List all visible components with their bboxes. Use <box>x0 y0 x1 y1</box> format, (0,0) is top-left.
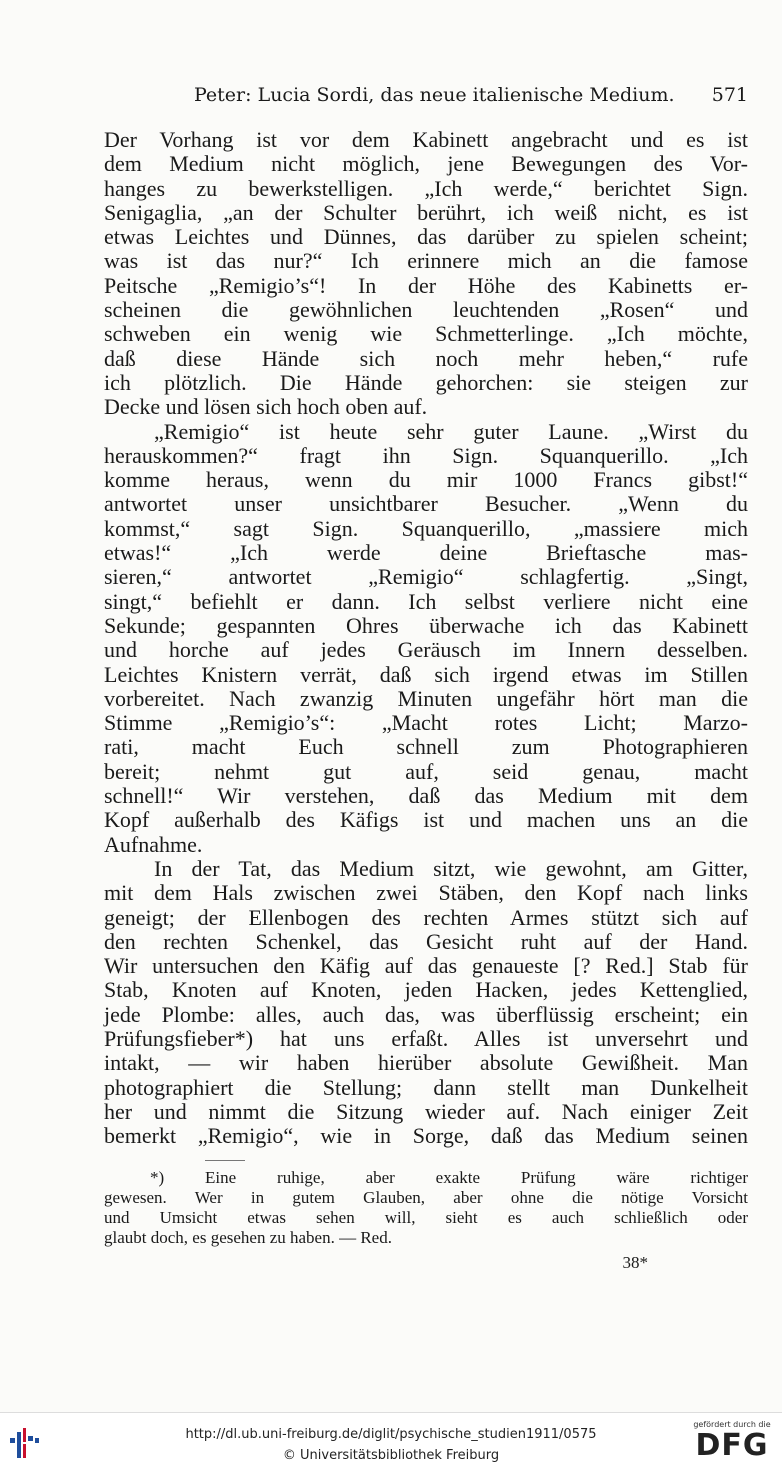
text-line: mit dem Hals zwischen zwei Stäben, den Kopf nach links <box>104 880 748 906</box>
text-line: her und nimmt die Sitzung wieder auf. Nach einiger Zeit <box>104 1098 748 1124</box>
text-line: bereit; nehmt gut auf, seid genau, macht <box>104 758 748 784</box>
text-line: ich plötzlich. Die Hände gehorchen: sie steigen zur <box>104 369 748 395</box>
permalink[interactable]: http://dl.ub.uni-freiburg.de/diglit/psychische_studien1911/0575 <box>185 1427 597 1442</box>
text-line: intakt, — wir haben hierüber absolute Gewißheit. Man <box>104 1050 748 1076</box>
text-line: und horche auf jedes Geräusch im Innern desselben. <box>104 637 748 663</box>
text-line: Der Vorhang ist vor dem Kabinett angebracht und es ist <box>104 127 748 152</box>
text-line: komme heraus, wenn du mir 1000 Francs gibst!“ <box>104 467 748 493</box>
text-line: Senigaglia, „an der Schulter berührt, ich weiß nicht, es ist <box>104 199 748 225</box>
text-line: Stab, Knoten auf Knoten, jeden Hacken, jedes Kettenglied, <box>104 977 748 1003</box>
text-line: schweben ein wenig wie Schmetterlinge. „Ich möchte, <box>104 321 748 347</box>
text-line: kommst,“ sagt Sign. Squanquerillo, „massiere mich <box>104 515 748 541</box>
dfg-wordmark: DFG <box>695 1428 769 1463</box>
viewer-footer <box>0 1412 782 1470</box>
text-line: Prüfungsfieber*) hat uns erfaßt. Alles ist unversehrt und <box>104 1025 748 1051</box>
text-line: antwortet unser unsichtbarer Besucher. „Wenn du <box>104 491 748 517</box>
text-line: Wir untersuchen den Käfig auf das genaueste [? Red.] Stab für <box>104 953 748 979</box>
text-line: hanges zu bewerkstelligen. „Ich werde,“ berichtet Sign. <box>104 175 748 201</box>
text-line: den rechten Schenkel, das Gesicht ruht auf der Hand. <box>104 928 748 954</box>
text-line: etwas Leichtes und Dünnes, das darüber zu spielen scheint; <box>104 224 748 250</box>
text-line: was ist das nur?“ Ich erinnere mich an die famose <box>104 248 748 274</box>
footnote <box>104 1168 748 1248</box>
text-line: jede Plombe: alles, auch das, was überflüssig erscheint; ein <box>104 1001 748 1027</box>
text-line: scheinen die gewöhnlichen leuchtenden „Rosen“ und <box>104 297 748 323</box>
footnote-line: *) Eine ruhige, aber exakte Prüfung wäre richtiger <box>150 1168 748 1187</box>
text-line: Sekunde; gespannten Ohres überwache ich das Kabinett <box>104 612 748 638</box>
text-line: vorbereitet. Nach zwanzig Minuten ungefähr hört man die <box>104 685 748 711</box>
text-line: herauskommen?“ fragt ihn Sign. Squanquerillo. „Ich <box>104 442 748 468</box>
text-line: schnell!“ Wir verstehen, daß das Medium mit dem <box>104 783 748 809</box>
footnote-line: gewesen. Wer in gutem Glauben, aber ohne die nötige Vorsicht <box>104 1188 748 1207</box>
text-line: In der Tat, das Medium sitzt, wie gewohnt, am Gitter, <box>154 855 748 881</box>
text-line: dem Medium nicht möglich, jene Bewegungen des Vor- <box>104 151 748 177</box>
footnote-line: und Umsicht etwas sehen will, sieht es auch schließlich oder <box>104 1208 748 1227</box>
copyright-notice: © Universitätsbibliothek Freiburg <box>282 1448 500 1463</box>
text-line: etwas!“ „Ich werde deine Brieftasche mas- <box>104 540 748 566</box>
text-line: daß diese Hände sich noch mehr heben,“ rufe <box>104 345 748 371</box>
body-text <box>104 128 748 1148</box>
dfg-funded-label: gefördert durch die <box>693 1420 771 1429</box>
text-line: geneigt; der Ellenbogen des rechten Armes stützt sich auf <box>104 904 748 930</box>
text-line: Aufnahme. <box>104 831 203 857</box>
text-line: Decke und lösen sich hoch oben auf. <box>104 394 428 420</box>
text-line: Peitsche „Remigio’s“! In der Höhe des Kabinetts er- <box>104 272 748 298</box>
text-line: bemerkt „Remigio“, wie in Sorge, daß das Medium seinen <box>104 1123 748 1149</box>
text-line: singt,“ befiehlt er dann. Ich selbst verliere nicht eine <box>104 588 748 614</box>
text-line: „Remigio“ ist heute sehr guter Laune. „Wirst du <box>154 418 748 444</box>
footnote-divider <box>205 1160 245 1161</box>
page-number: 571 <box>711 84 748 106</box>
dfg-logo[interactable] <box>690 1420 774 1466</box>
text-line: photographiert die Stellung; dann stellt man Dunkelheit <box>104 1074 748 1100</box>
running-title: Peter: Lucia Sordi, das neue italienische Medium. <box>194 84 675 106</box>
footnote-line: glaubt doch, es gesehen zu haben. — Red. <box>104 1228 392 1247</box>
text-line: Stimme „Remigio’s“: „Macht rotes Licht; Marzo- <box>104 710 748 736</box>
signature-mark: 38* <box>622 1253 648 1272</box>
text-line: sieren,“ antwortet „Remigio“ schlagfertig. „Singt, <box>104 564 748 590</box>
text-line: Leichtes Knistern verrät, daß sich irgend etwas im Stillen <box>104 661 748 687</box>
text-line: rati, macht Euch schnell zum Photographieren <box>104 734 748 760</box>
text-line: Kopf außerhalb des Käfigs ist und machen uns an die <box>104 807 748 833</box>
